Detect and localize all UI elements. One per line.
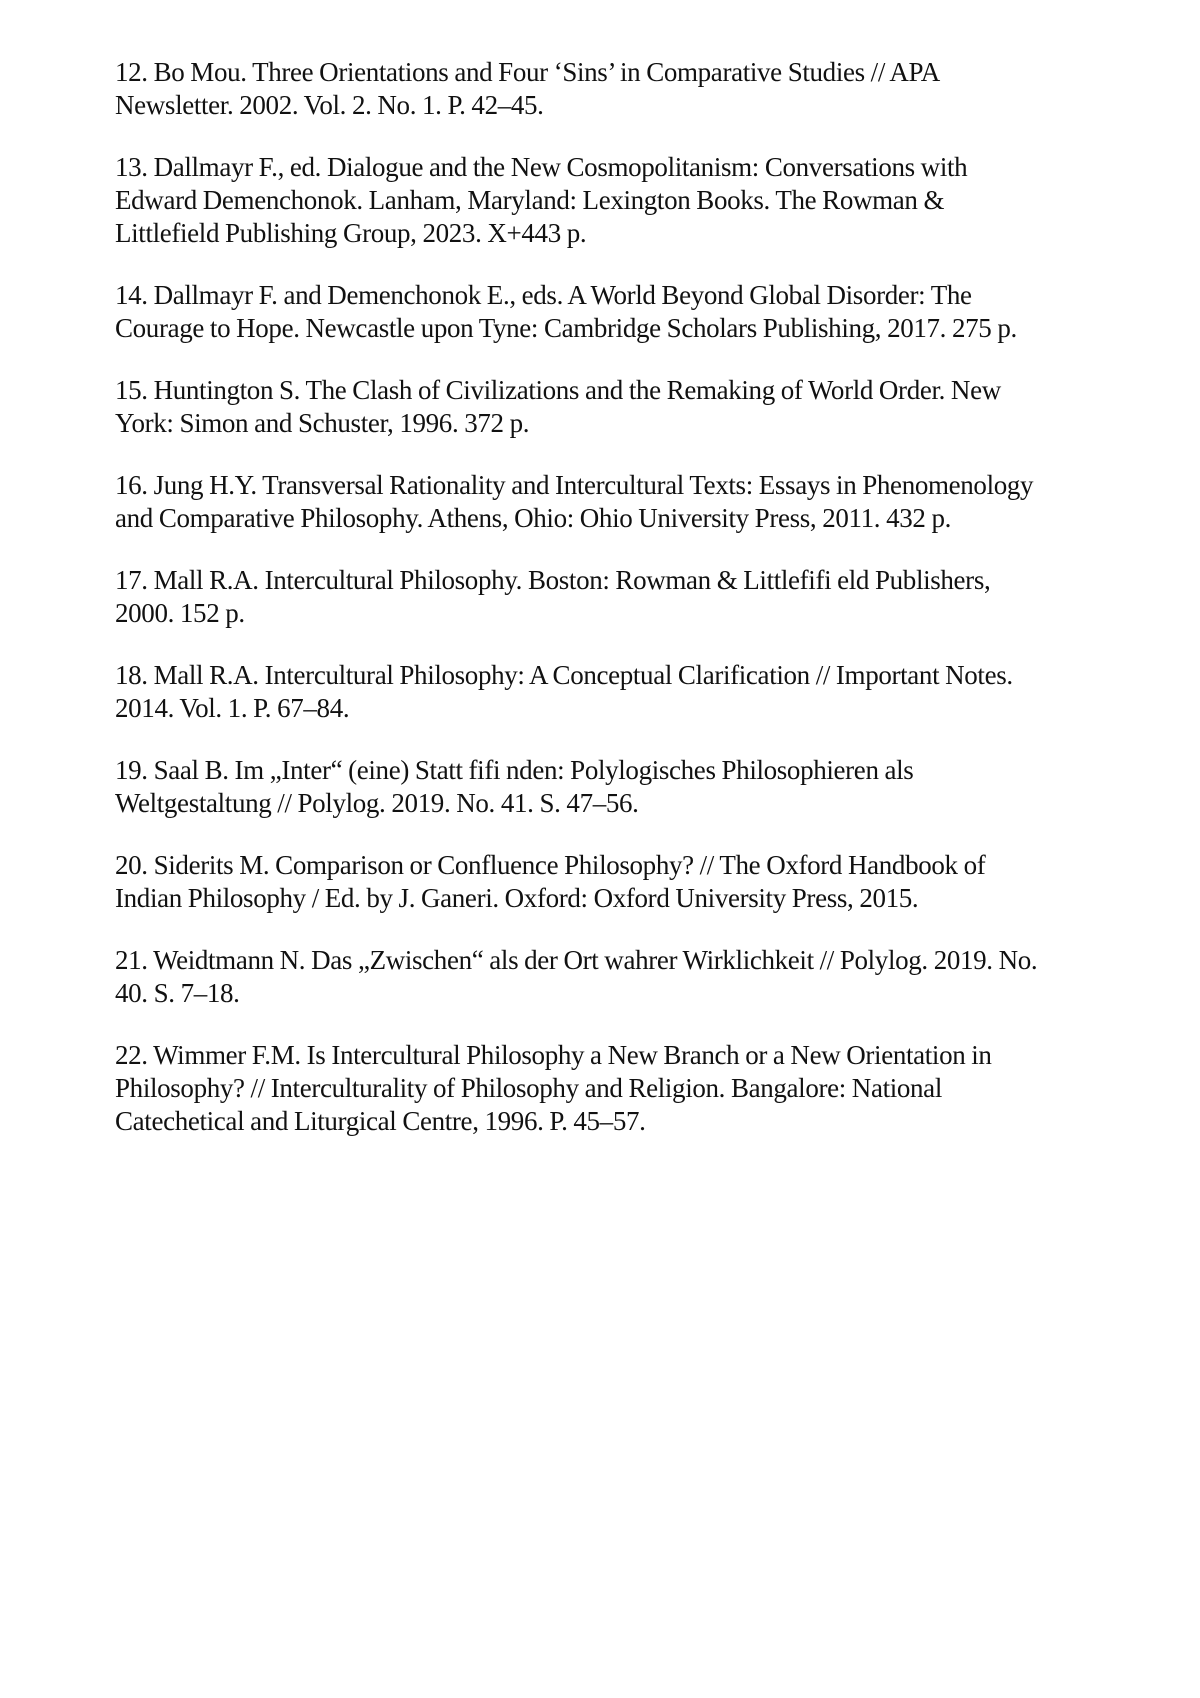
reference-item: 21. Weidtmann N. Das „Zwischen“ als der Ort wahrer Wirklichkeit // Polylog. 2019. No. 40. S. 7–18.	[115, 944, 1110, 1010]
reference-item: 12. Bo Mou. Three Orientations and Four ‘Sins’ in Comparative Studies // APA Newsletter. 2002. Vol. 2. No. 1. P. 42–45.	[115, 56, 1110, 122]
reference-list	[115, 56, 1110, 1138]
reference-item: 14. Dallmayr F. and Demenchonok E., eds. A World Beyond Global Disorder: The Courage to Hope. Newcastle upon Tyne: Cambridge Scholars Publishing, 2017. 275 p.	[115, 279, 1110, 345]
reference-item: 18. Mall R.A. Intercultural Philosophy: A Conceptual Clarification // Important Notes. 2014. Vol. 1. P. 67–84.	[115, 659, 1110, 725]
reference-item: 20. Siderits M. Comparison or Confluence Philosophy? // The Oxford Handbook of Indian Philosophy / Ed. by J. Ganeri. Oxford: Oxford University Press, 2015.	[115, 849, 1110, 915]
reference-item: 17. Mall R.A. Intercultural Philosophy. Boston: Rowman & Littlefifi eld Publishers, 2000. 152 p.	[115, 564, 1110, 630]
reference-item: 16. Jung H.Y. Transversal Rationality and Intercultural Texts: Essays in Phenomenology and Comparative Philosophy. Athens, Ohio: Ohio University Press, 2011. 432 p.	[115, 469, 1110, 535]
document-page	[0, 0, 1200, 1698]
reference-item: 13. Dallmayr F., ed. Dialogue and the New Cosmopolitanism: Conversations with Edward Demenchonok. Lanham, Maryland: Lexington Books. The Rowman & Littlefield Publishing Group, 2023. X+443 p.	[115, 151, 1110, 250]
reference-item: 19. Saal B. Im „Inter“ (eine) Statt fifi nden: Polylogisches Philosophieren als Weltgestaltung // Polylog. 2019. No. 41. S. 47–56.	[115, 754, 1110, 820]
reference-item: 22. Wimmer F.M. Is Intercultural Philosophy a New Branch or a New Orientation in Philosophy? // Interculturality of Philosophy and Religion. Bangalore: National Catechetical and Liturgical Centre, 1996. P. 45–57.	[115, 1039, 1110, 1138]
reference-item: 15. Huntington S. The Clash of Civilizations and the Remaking of World Order. New York: Simon and Schuster, 1996. 372 p.	[115, 374, 1110, 440]
